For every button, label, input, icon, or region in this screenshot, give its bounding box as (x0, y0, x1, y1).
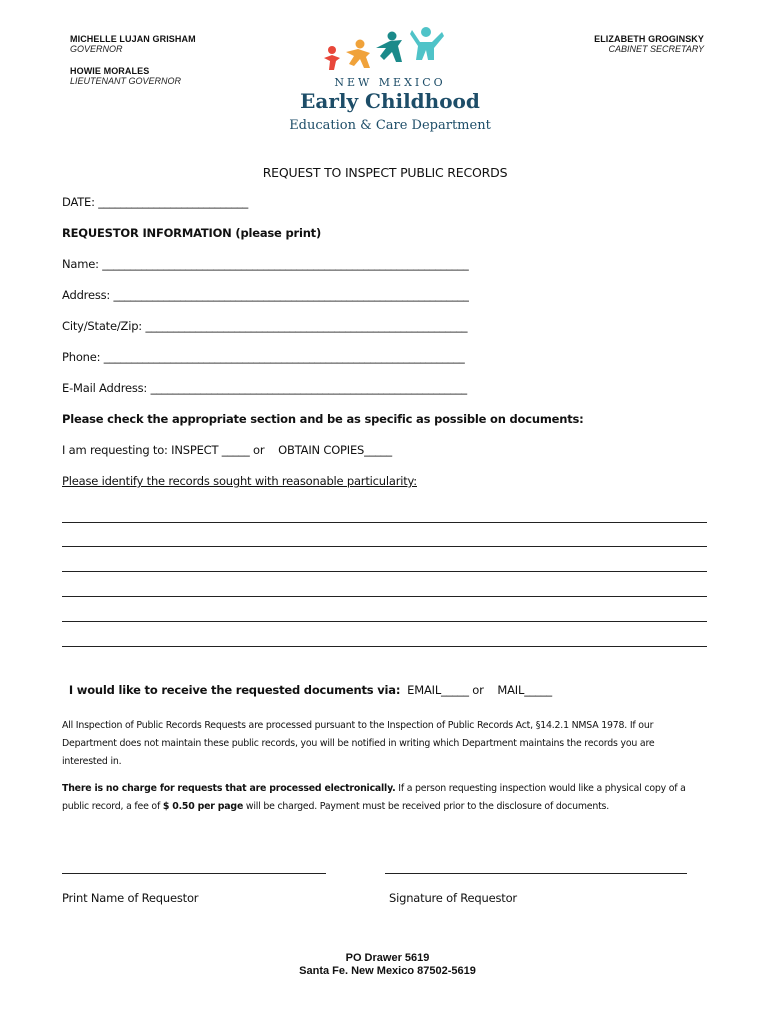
name-blank[interactable]: __________________________________________________________________ (102, 257, 469, 271)
name-label: Name: (62, 257, 103, 271)
secretary-role: CABINET SECRETARY (608, 44, 704, 54)
request-type-line[interactable]: I am requesting to: INSPECT _____ or OBTAIN COPIES_____ (62, 443, 392, 457)
name-field[interactable] (62, 257, 469, 271)
check-instructions: Please check the appropriate section and be as specific as possible on documents: (62, 412, 584, 426)
lt-governor-block (70, 66, 181, 86)
phone-label: Phone: (62, 350, 104, 364)
email-field[interactable] (62, 381, 467, 395)
date-field[interactable]: DATE: ___________________________ (62, 195, 249, 209)
fee-amount: $ 0.50 per page (162, 801, 244, 812)
lt-governor-role: LIEUTENANT GOVERNOR (70, 76, 182, 86)
page-title: REQUEST TO INSPECT PUBLIC RECORDS (262, 165, 508, 180)
records-line[interactable] (62, 522, 707, 523)
address-blank[interactable]: ________________________________________________________________ (113, 288, 469, 302)
fee-text-b: will be charged. Payment must be received prior to the disclosure of documents. (243, 801, 610, 812)
footer-line-2: Santa Fe. New Mexico 87502-5619 (299, 965, 476, 977)
city-state-zip-field[interactable] (62, 319, 467, 333)
governor-block (70, 34, 196, 54)
fee-notice (62, 780, 702, 816)
address-label: Address: (62, 288, 114, 302)
ipra-notice: All Inspection of Public Records Requests are processed pursuant to the Inspection of Public Records Act, §14.2.1 NMSA 1978. If our Department does not maintain these public records, you will be notified in writing which Department maintains the records you are interested in. (62, 720, 655, 767)
lt-governor-name: HOWIE MORALES (70, 66, 150, 76)
logo-state: NEW MEXICO (334, 76, 446, 89)
secretary-name: ELIZABETH GROGINSKY (594, 34, 704, 44)
records-line[interactable] (62, 546, 707, 547)
city-state-zip-label: City/State/Zip: (62, 319, 146, 333)
requestor-section-label: REQUESTOR INFORMATION (please print) (62, 226, 322, 240)
delivery-label: I would like to receive the requested documents via: (68, 683, 401, 697)
secretary-block (594, 34, 704, 54)
phone-blank[interactable]: _________________________________________________________________ (103, 350, 465, 364)
signature-line[interactable] (385, 873, 687, 874)
records-line[interactable] (62, 621, 707, 622)
records-line[interactable] (62, 571, 707, 572)
email-label: E-Mail Address: (62, 381, 151, 395)
records-line[interactable] (62, 646, 707, 647)
delivery-line[interactable] (62, 669, 552, 697)
footer-address (0, 952, 770, 978)
address-field[interactable] (62, 288, 469, 302)
logo-subtitle: Education & Care Department (289, 118, 491, 133)
footer-line-1: PO Drawer 5619 (345, 952, 430, 964)
fee-text-a: If a person requesting inspection would like a physical copy of a public record, a fee of (62, 783, 686, 812)
phone-field[interactable] (62, 350, 465, 364)
delivery-options[interactable]: EMAIL_____ or MAIL_____ (400, 683, 552, 697)
figures-icon (320, 26, 460, 72)
signature-label: Signature of Requestor (389, 891, 517, 905)
identify-records-label: Please identify the records sought with reasonable particularity: (62, 474, 417, 488)
logo-title: Early Childhood (300, 89, 480, 113)
governor-role: GOVERNOR (70, 44, 123, 54)
no-charge-text: There is no charge for requests that are processed electronically. (62, 783, 396, 794)
print-name-line[interactable] (62, 873, 326, 874)
email-blank[interactable]: _________________________________________________________ (150, 381, 467, 395)
city-state-zip-blank[interactable]: __________________________________________________________ (145, 319, 468, 333)
print-name-label: Print Name of Requestor (62, 891, 199, 905)
records-line[interactable] (62, 596, 707, 597)
governor-name: MICHELLE LUJAN GRISHAM (70, 34, 196, 44)
ececd-logo (280, 26, 500, 138)
